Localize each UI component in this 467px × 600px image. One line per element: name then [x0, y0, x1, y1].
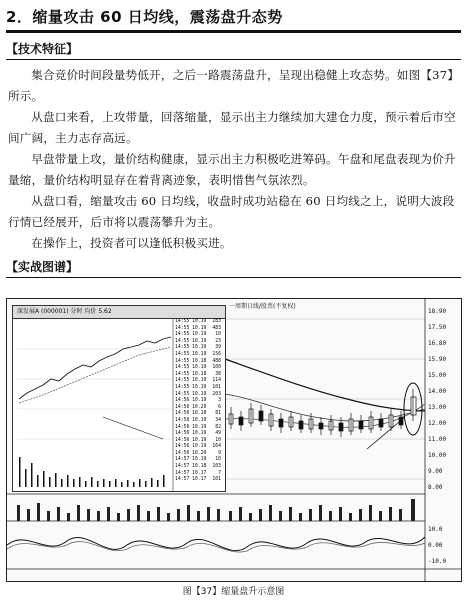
intraday-inset: [12, 305, 226, 492]
tick-row: [175, 345, 225, 352]
tick-price: 10.17: [192, 470, 207, 476]
tick-price: 10.19: [192, 319, 207, 324]
tick-time: 14:56: [175, 437, 190, 443]
indicator-axis-label: -10.0: [428, 558, 447, 565]
tick-volume: 10: [215, 437, 221, 443]
tick-volume: 34: [215, 417, 221, 423]
tick-volume: 483: [212, 325, 221, 331]
tick-price: 10.19: [192, 378, 207, 384]
tick-volume: 10: [215, 332, 221, 338]
moving-average-60: [225, 359, 425, 411]
tick-price: 10.19: [192, 338, 207, 344]
tick-time: 14:56: [175, 450, 190, 456]
tick-price: 10.19: [192, 332, 207, 338]
intraday-price-line: [19, 337, 171, 399]
tick-price: 10.19: [192, 424, 207, 430]
section-title: 2．缩量攻击 60 日均线，震荡盘升态势: [6, 8, 283, 26]
tick-time: 14:55: [175, 384, 190, 390]
volume-bars: [17, 499, 415, 521]
price-axis-label: 15.90: [428, 356, 447, 363]
tick-volume: 283: [212, 319, 221, 324]
tick-price: 10.19: [192, 431, 207, 437]
tick-volume: 101: [212, 384, 221, 390]
tick-time: 14:55: [175, 319, 190, 324]
tick-volume: 23: [215, 338, 221, 344]
indicator-axis-label: 10.0: [428, 526, 443, 533]
tick-time: 14:55: [175, 378, 190, 384]
tick-time: 14:56: [175, 398, 190, 404]
price-axis-label: 13.00: [428, 404, 447, 411]
price-axis-label: 18.90: [428, 308, 447, 315]
tick-volume: 6: [218, 404, 221, 410]
intraday-volume-bars: [19, 457, 165, 487]
tick-volume: 38: [215, 371, 221, 377]
price-axis-label: 8.00: [428, 484, 443, 491]
stock-chart-figure: [6, 298, 462, 582]
tick-price: 10.19: [192, 384, 207, 390]
tick-time: 14:56: [175, 411, 190, 417]
tick-row: [175, 418, 225, 425]
tick-time: 14:55: [175, 365, 190, 371]
tick-volume: 488: [212, 358, 221, 364]
paragraph-4: 从盘口看，缩量攻击 60 日均线，收盘时成功站稳在 60 日均线之上，说明大波段行情已经展开，后市将以震荡攀升为主。: [8, 194, 455, 229]
moving-average-20: [225, 394, 425, 421]
price-axis-label: 12.00: [428, 420, 447, 427]
candlesticks: [229, 389, 416, 437]
main-chart-header: 一周期日线/股票(不复权): [229, 303, 296, 310]
tick-price: 10.17: [192, 477, 207, 483]
paragraph-3: 早盘带量上攻，量价结构健康，显示出主力积极吃进筹码。午盘和尾盘表现为价升量缩，量价结构明显存在着背离迹象，表明惜售气氛浓烈。: [8, 152, 456, 187]
tick-time: 14:55: [175, 338, 190, 344]
tick-price: 10.19: [192, 398, 207, 404]
tick-time: 14:57: [175, 464, 190, 470]
section-heading-chart: 【实战图谱】: [6, 258, 78, 275]
paragraph-2: 从盘口来看，上攻带量，回落缩量，显示出主力继续加大建仓力度，预示着后市空间广阔，主力志存高远。: [8, 110, 456, 145]
tick-price: 10.20: [192, 450, 207, 456]
tick-time: 14:55: [175, 351, 190, 357]
price-axis-label: 11.00: [428, 436, 447, 443]
tick-volume: 103: [212, 464, 221, 470]
tick-time: 14:56: [175, 417, 190, 423]
tick-volume: 9: [218, 450, 221, 456]
tick-row: [175, 411, 225, 418]
tick-time: 14:55: [175, 325, 190, 331]
tick-table: [175, 319, 225, 484]
tick-row: [175, 431, 225, 438]
paragraph-5: 在操作上，投资者可以逢低积极买进。: [31, 236, 232, 250]
tick-price: 10.20: [192, 404, 207, 410]
tick-price: 10.19: [192, 325, 207, 331]
tick-time: 14:55: [175, 332, 190, 338]
tick-time: 14:55: [175, 358, 190, 364]
tick-price: 10.19: [192, 444, 207, 450]
tick-time: 14:57: [175, 457, 190, 463]
tick-row: [175, 352, 225, 359]
intraday-average-line: [19, 347, 171, 403]
price-grid: [225, 319, 425, 479]
tick-price: 10.19: [192, 345, 207, 351]
indicator-axis-label: 0.00: [428, 542, 443, 549]
tick-price: 10.18: [192, 358, 207, 364]
title-rule: [6, 30, 461, 33]
tick-row: [175, 444, 225, 451]
tick-time: 14:56: [175, 404, 190, 410]
tick-volume: 101: [212, 477, 221, 483]
tick-time: 14:57: [175, 470, 190, 476]
price-axis-label: 9.00: [428, 468, 443, 475]
tick-time: 14:56: [175, 444, 190, 450]
tick-row: [175, 332, 225, 339]
tick-volume: 164: [212, 444, 221, 450]
tick-row: [175, 385, 225, 392]
moving-average-10: [225, 404, 425, 427]
tick-price: 10.19: [192, 351, 207, 357]
tick-time: 14:55: [175, 371, 190, 377]
tick-row: [175, 464, 225, 471]
tick-price: 10.18: [192, 411, 207, 417]
tick-row: [175, 398, 225, 405]
tick-volume: 3: [218, 398, 221, 404]
tick-volume: 81: [215, 411, 221, 417]
tick-row: [175, 378, 225, 385]
price-axis-labels: [428, 308, 446, 565]
tick-price: 10.19: [192, 365, 207, 371]
paragraph-1: 集合竞价时间段量势低开，之后一路震荡盘升，呈现出稳健上攻态势。如图【37】所示。: [8, 68, 460, 103]
indicator-line-2: [7, 542, 425, 552]
inset-arrow: [103, 417, 163, 439]
tick-price: 10.19: [192, 417, 207, 423]
tick-row: [175, 365, 225, 372]
price-axis-label: 14.00: [428, 388, 447, 395]
tick-volume: 10: [215, 457, 221, 463]
tick-price: 10.19: [192, 391, 207, 397]
price-axis-label: 17.50: [428, 324, 447, 331]
tick-volume: 39: [215, 345, 221, 351]
tick-time: 14:56: [175, 424, 190, 430]
tick-row: [175, 477, 225, 484]
tick-price: 10.19: [192, 437, 207, 443]
tick-volume: 203: [212, 391, 221, 397]
tick-price: 10.19: [192, 457, 207, 463]
inset-header: 深发展A (000001) 分时 均价 5.62: [13, 306, 225, 319]
tick-price: 10.18: [192, 464, 207, 470]
section-heading-features: 【技术特征】: [6, 40, 78, 57]
tick-row: [175, 319, 225, 326]
price-axis-label: 16.80: [428, 340, 447, 347]
tick-price: 10.18: [192, 371, 207, 377]
price-axis-label: 10.00: [428, 452, 447, 459]
tick-time: 14:56: [175, 431, 190, 437]
tick-volume: 7: [218, 470, 221, 476]
tick-volume: 49: [215, 431, 221, 437]
tick-time: 14:55: [175, 391, 190, 397]
figure-caption: 图【37】缩量盘升示意图: [182, 587, 285, 597]
price-axis-label: 15.00: [428, 372, 447, 379]
tick-time: 14:55: [175, 345, 190, 351]
tick-volume: 100: [212, 365, 221, 371]
tick-time: 14:57: [175, 477, 190, 483]
tick-volume: 156: [212, 351, 221, 357]
tick-volume: 114: [212, 378, 221, 384]
tick-volume: 82: [215, 424, 221, 430]
